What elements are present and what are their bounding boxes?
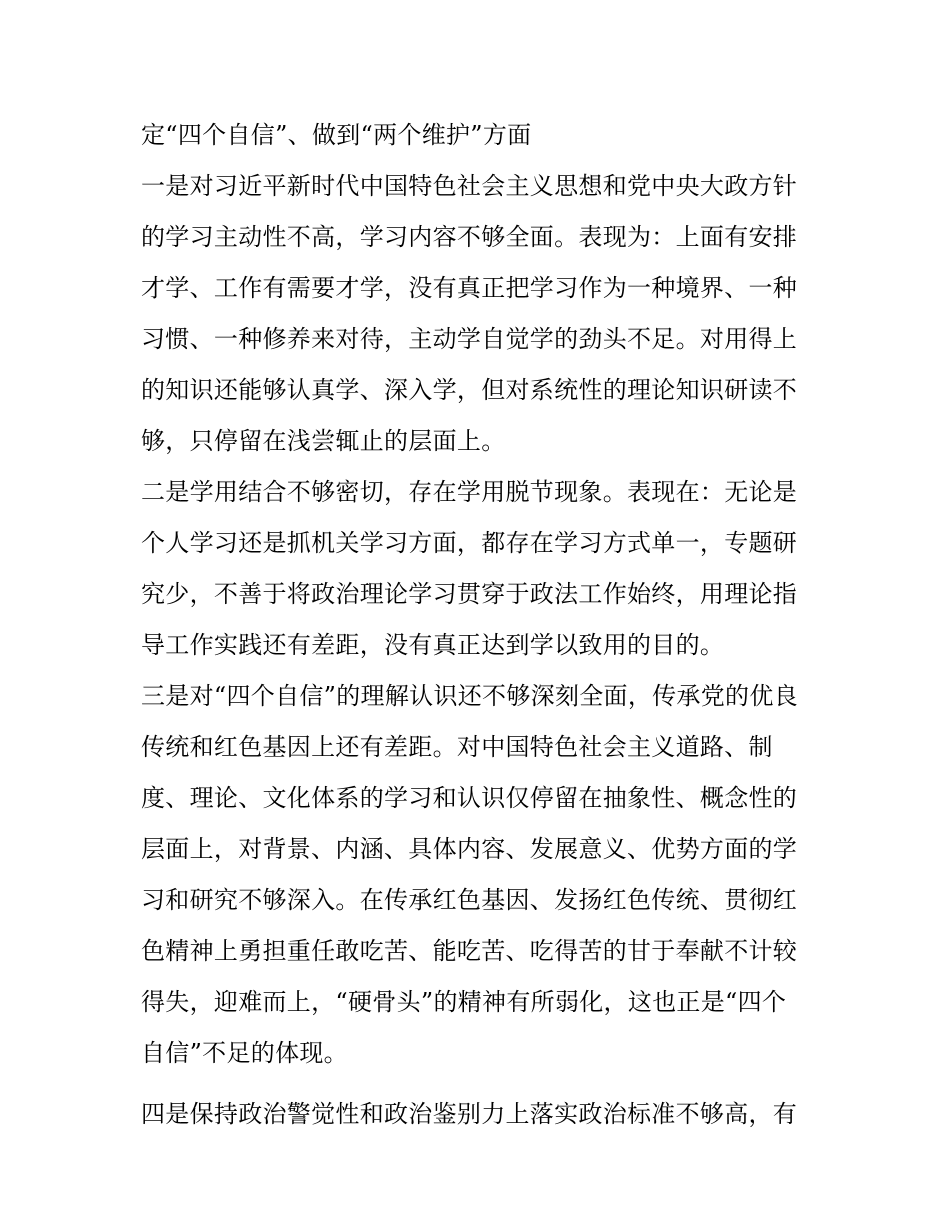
paragraph-2-line: 究少，不善于将政治理论学习贯穿于政法工作始终，用理论指 xyxy=(141,580,798,608)
paragraph-3-line: 度、理论、文化体系的学习和认识仅停留在抽象性、概念性的 xyxy=(141,784,798,812)
paragraph-2-line: 二是学用结合不够密切，存在学用脱节现象。表现在：无论是 xyxy=(141,478,798,506)
paragraph-2-line: 个人学习还是抓机关学习方面，都存在学习方式单一，专题研 xyxy=(141,529,798,557)
paragraph-3-line: 传统和红色基因上还有差距。对中国特色社会主义道路、制 xyxy=(141,733,773,761)
paragraph-4-line: 四是保持政治警觉性和政治鉴别力上落实政治标准不够高，有 xyxy=(141,1100,798,1128)
paragraph-3-line: 三是对“四个自信”的理解认识还不够深刻全面，传承党的优良 xyxy=(141,682,798,710)
paragraph-2-line: 导工作实践还有差距，没有真正达到学以致用的目的。 xyxy=(141,631,725,659)
paragraph-1-line: 的知识还能够认真学、深入学，但对系统性的理论知识研读不 xyxy=(141,376,798,404)
paragraph-1-line: 习惯、一种修养来对待，主动学自觉学的劲头不足。对用得上 xyxy=(141,325,798,353)
paragraph-1-line: 的学习主动性不高，学习内容不够全面。表现为：上面有安排 xyxy=(141,223,798,251)
paragraph-1-line: 够，只停留在浅尝辄止的层面上。 xyxy=(141,427,506,455)
document-body xyxy=(141,110,813,1140)
paragraph-3-line: 习和研究不够深入。在传承红色基因、发扬红色传统、贯彻红 xyxy=(141,886,798,914)
paragraph-1-line: 才学、工作有需要才学，没有真正把学习作为一种境界、一种 xyxy=(141,274,798,302)
section-heading: 定“四个自信”、做到“两个维护”方面 xyxy=(141,121,532,149)
paragraph-3-line: 色精神上勇担重任敢吃苦、能吃苦、吃得苦的甘于奉献不计较 xyxy=(141,937,798,965)
paragraph-3-line: 得失，迎难而上，“硬骨头”的精神有所弱化，这也正是“四个 xyxy=(141,988,787,1016)
paragraph-3-line: 自信”不足的体现。 xyxy=(141,1039,348,1067)
paragraph-1-line: 一是对习近平新时代中国特色社会主义思想和党中央大政方针 xyxy=(141,172,798,200)
paragraph-3-line: 层面上，对背景、内涵、具体内容、发展意义、优势方面的学 xyxy=(141,835,798,863)
